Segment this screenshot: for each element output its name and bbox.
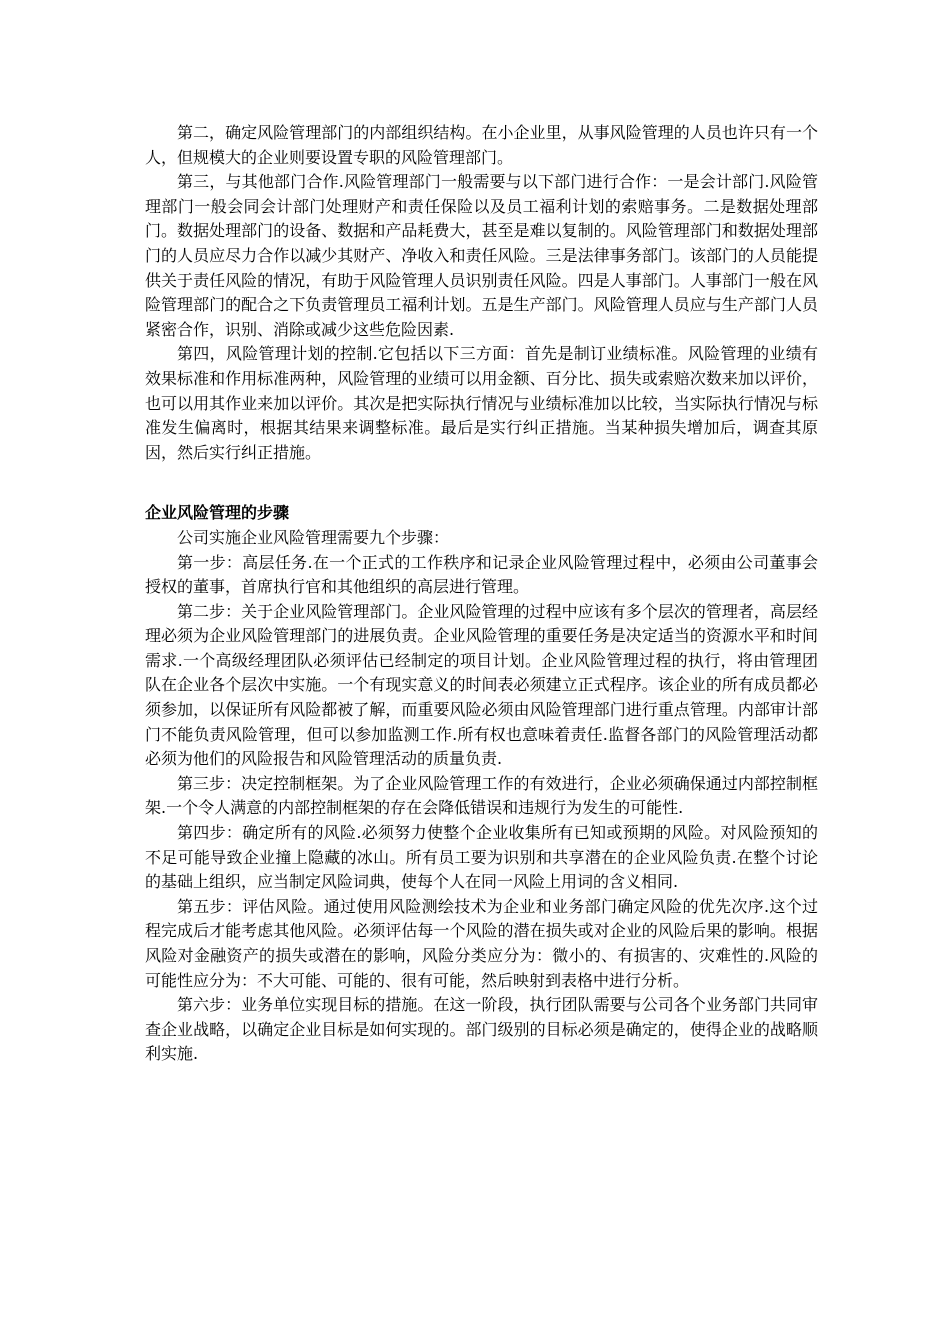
paragraph-plan-control: 第四，风险管理计划的控制.它包括以下三方面：首先是制订业绩标准。风险管理的业绩有效果标准和作用标准两种，风险管理的业绩可以用金额、百分比、损失或索赔次数来加以评价，也可以用其作业来加以评价。其次是把实际执行情况与业绩标准加以比较，当实际执行情况与标准发生偏离时，根据其结果来调整标准。最后是实行纠正措施。当某种损失增加后，调查其原因，然后实行纠正措施。 bbox=[145, 344, 818, 462]
paragraph-step-4: 第四步：确定所有的风险.必须努力使整个企业收集所有已知或预期的风险。对风险预知的不足可能导致企业撞上隐藏的冰山。所有员工要为识别和共享潜在的企业风险负责.在整个讨论的基础上组织，应当制定风险词典，使每个人在同一风险上用词的含义相同. bbox=[145, 823, 818, 892]
section-gap bbox=[145, 465, 818, 483]
paragraph-step-2: 第二步：关于企业风险管理部门。企业风险管理的过程中应该有多个层次的管理者，高层经理必须为企业风险管理部门的进展负责。企业风险管理的重要任务是决定适当的资源水平和时间需求.一个高级经理团队必须评估已经制定的项目计划。企业风险管理过程的执行，将由管理团队在企业各个层次中实施。一个有现实意义的时间表必须建立正式程序。该企业的所有成员都必须参加，以保证所有风险都被了解，而重要风险必须由风险管理部门进行重点管理。内部审计部门不能负责风险管理，但可以参加监测工作.所有权也意味着责任.监督各部门的风险管理活动都必须为他们的风险报告和风险管理活动的质量负责. bbox=[145, 601, 818, 769]
paragraph-step-6: 第六步：业务单位实现目标的措施。在这一阶段，执行团队需要与公司各个业务部门共同审查企业战略，以确定企业目标是如何实现的。部门级别的目标必须是确定的，使得企业的战略顺利实施. bbox=[145, 995, 818, 1064]
section-heading: 企业风险管理的步骤 bbox=[145, 503, 290, 523]
paragraph-step-1: 第一步：高层任务.在一个正式的工作秩序和记录企业风险管理过程中，必须由公司董事会授权的董事，首席执行官和其他组织的高层进行管理。 bbox=[145, 552, 818, 597]
document-page bbox=[145, 121, 818, 1067]
paragraph-org-structure: 第二，确定风险管理部门的内部组织结构。在小企业里，从事风险管理的人员也许只有一个人，但规模大的企业则要设置专职的风险管理部门。 bbox=[145, 123, 818, 167]
paragraph-intro: 公司实施企业风险管理需要九个步骤： bbox=[177, 527, 450, 547]
paragraph-step-3: 第三步：决定控制框架。为了企业风险管理工作的有效进行，企业必须确保通过内部控制框架.一个令人满意的内部控制框架的存在会降低错误和违规行为发生的可能性. bbox=[145, 773, 818, 818]
paragraph-cooperation: 第三，与其他部门合作.风险管理部门一般需要与以下部门进行合作：一是会计部门.风险管理部门一般会同会计部门处理财产和责任保险以及员工福利计划的索赔事务。二是数据处理部门。数据处理部门的设备、数据和产品耗费大，甚至是难以复制的。风险管理部门和数据处理部门的人员应尽力合作以减少其财产、净收入和责任风险。三是法律事务部门。该部门的人员能提供关于责任风险的情况，有助于风险管理人员识别责任风险。四是人事部门。人事部门一般在风险管理部门的配合之下负责管理员工福利计划。五是生产部门。风险管理人员应与生产部门人员紧密合作，识别、消除或减少这些危险因素. bbox=[145, 172, 818, 339]
paragraph-step-5: 第五步：评估风险。通过使用风险测绘技术为企业和业务部门确定风险的优先次序.这个过程完成后才能考虑其他风险。必须评估每一个风险的潜在损失或对企业的风险后果的影响。根据风险对金融资产的损失或潜在的影响，风险分类应分为：微小的、有损害的、灾难性的.风险的可能性应分为：不大可能、可能的、很有可能，然后映射到表格中进行分析。 bbox=[145, 896, 818, 990]
